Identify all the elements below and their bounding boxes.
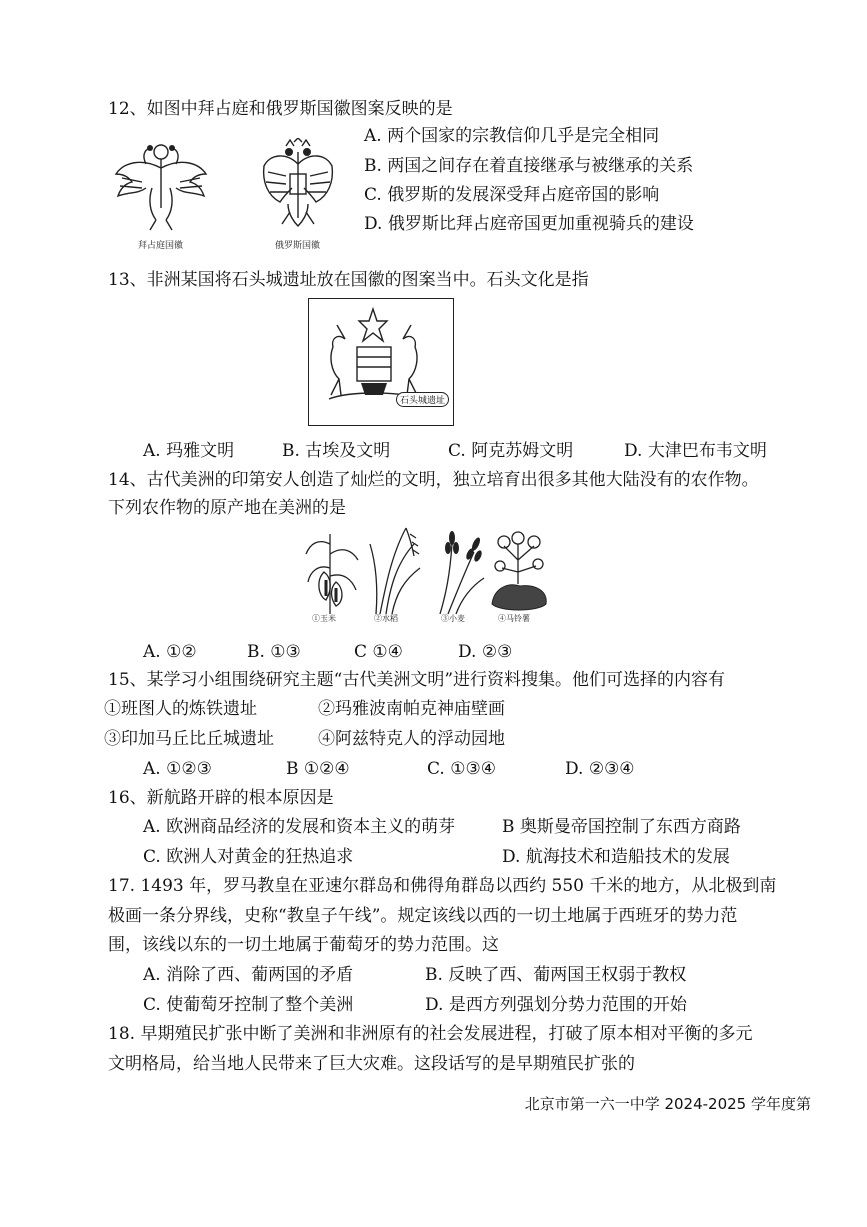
- q18-line2: 文明格局，给当地人民带来了巨大灾难。这段话写的是早期殖民扩张的: [108, 1054, 635, 1074]
- q12-option-d: D. 俄罗斯比拜占庭帝国更加重视骑兵的建设: [364, 214, 694, 234]
- q15-item-3: ③印加马丘比丘城遗址: [104, 729, 274, 749]
- q15-item-2: ②玛雅波南帕克神庙壁画: [318, 699, 505, 719]
- q17-option-c: C. 使葡萄牙控制了整个美洲: [143, 995, 354, 1015]
- russian-eagle-emblem: [258, 138, 338, 232]
- q13-option-a: A. 玛雅文明: [143, 441, 235, 461]
- q12-option-b: B. 两国之间存在着直接继承与被继承的关系: [364, 156, 694, 176]
- q15-item-1: ①班图人的炼铁遗址: [104, 699, 257, 719]
- wheat-icon: [430, 524, 488, 616]
- q15-option-c: C. ①③④: [427, 759, 496, 779]
- q16-stem: 16、新航路开辟的根本原因是: [108, 788, 334, 808]
- crop-caption-rice: ②水稻: [374, 614, 398, 623]
- crop-caption-wheat: ③小麦: [441, 614, 465, 623]
- corn-icon: [300, 524, 362, 616]
- q17-line2: 极画一条分界线，史称“教皇子午线”。规定该线以西的一切土地属于西班牙的势力范: [108, 906, 738, 926]
- q14-option-a: A. ①②: [143, 642, 197, 662]
- potato-icon: [488, 524, 550, 616]
- q17-option-a: A. 消除了西、葡两国的矛盾: [143, 965, 354, 985]
- byzantine-caption: 拜占庭国徽: [138, 241, 184, 251]
- russian-caption: 俄罗斯国徽: [275, 241, 321, 251]
- q16-option-c: C. 欧洲人对黄金的狂热追求: [143, 847, 354, 867]
- q13-option-c: C. 阿克苏姆文明: [448, 441, 574, 461]
- q15-option-d: D. ②③④: [565, 759, 635, 779]
- q16-option-d: D. 航海技术和造船技术的发展: [502, 847, 730, 867]
- q15-option-a: A. ①②③: [143, 759, 212, 779]
- q15-stem: 15、某学习小组围绕研究主题“古代美洲文明”进行资料搜集。他们可选择的内容有: [108, 670, 726, 690]
- q14-option-b: B. ①③: [247, 642, 301, 662]
- stone-city-label: 石头城遗址: [396, 392, 449, 407]
- q18-line1: 18. 早期殖民扩张中断了美洲和非洲原有的社会发展进程，打破了原本相对平衡的多元: [108, 1024, 753, 1044]
- q12-stem: 12、如图中拜占庭和俄罗斯国徽图案反映的是: [108, 99, 453, 119]
- q13-option-d: D. 大津巴布韦文明: [624, 441, 767, 461]
- q13-option-b: B. 古埃及文明: [282, 441, 391, 461]
- q12-option-c: C. 俄罗斯的发展深受拜占庭帝国的影响: [364, 185, 660, 205]
- page-footer: 北京市第一六一中学 2024-2025 学年度第: [524, 1095, 811, 1113]
- crop-caption-corn: ①玉米: [312, 614, 336, 623]
- q14-option-d: D. ②③: [458, 642, 513, 662]
- q17-line3: 围，该线以东的一切土地属于葡萄牙的势力范围。这: [108, 935, 499, 955]
- zimbabwe-emblem-image: [308, 298, 454, 426]
- q17-option-b: B. 反映了西、葡两国王权弱于教权: [425, 965, 687, 985]
- q17-option-d: D. 是西方列强划分势力范围的开始: [425, 995, 687, 1015]
- q16-option-b: B 奥斯曼帝国控制了东西方商路: [502, 817, 741, 837]
- byzantine-eagle-emblem: [112, 138, 210, 232]
- q12-option-a: A. 两个国家的宗教信仰几乎是完全相同: [364, 126, 660, 146]
- q13-stem: 13、非洲某国将石头城遗址放在国徽的图案当中。石头文化是指: [108, 270, 589, 290]
- q14-stem-line1: 14、古代美洲的印第安人创造了灿烂的文明，独立培育出很多其他大陆没有的农作物。: [108, 470, 759, 490]
- q17-line1: 17. 1493 年，罗马教皇在亚速尔群岛和佛得角群岛以西约 550 千米的地方，从北极到南: [108, 876, 777, 896]
- q14-option-c: C ①④: [354, 642, 403, 662]
- q14-stem-line2: 下列农作物的原产地在美洲的是: [108, 498, 346, 518]
- q15-item-4: ④阿兹特克人的浮动园地: [318, 729, 505, 749]
- q16-option-a: A. 欧洲商品经济的发展和资本主义的萌芽: [143, 817, 456, 837]
- q15-option-b: B ①②④: [286, 759, 350, 779]
- crop-caption-potato: ④马铃薯: [498, 614, 530, 623]
- rice-icon: [366, 524, 426, 616]
